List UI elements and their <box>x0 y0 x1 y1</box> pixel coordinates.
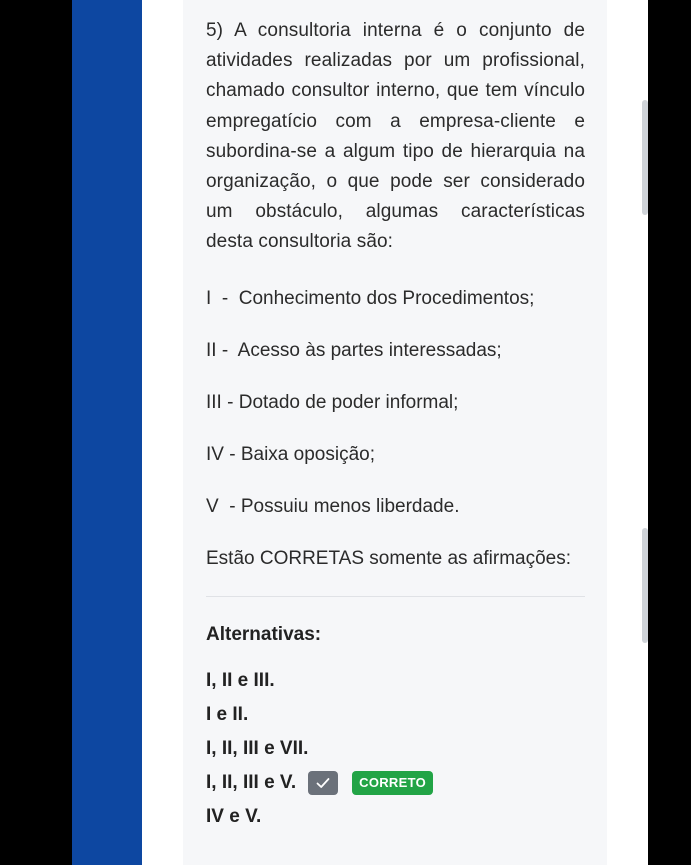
alternative-option[interactable] <box>206 664 585 698</box>
correct-badge: CORRETO <box>352 771 433 795</box>
scrollbar-thumb-upper[interactable] <box>642 100 648 215</box>
question-text: 5) A consultoria interna é o conjunto de atividades realizadas por um profissional, chamado consultor interno, que tem vínculo empregatício com a empresa-cliente e subordina-se a algum tipo de hierarquia na organização, o que pode ser considerado um obstáculo, algumas características desta consultoria são: <box>206 20 585 253</box>
statement-item: V - Possuiu menos liberdade. <box>206 495 460 517</box>
alternative-option[interactable] <box>206 698 585 732</box>
alternative-label: IV e V. <box>206 805 262 827</box>
divider <box>206 596 585 597</box>
alternative-label: I, II, III e VII. <box>206 737 309 759</box>
alternatives-title: Alternativas: <box>206 623 322 645</box>
side-accent-bar <box>72 0 142 865</box>
alternative-label: I, II e III. <box>206 669 275 691</box>
alternative-option-selected[interactable] <box>206 766 585 800</box>
scrollbar-thumb-lower[interactable] <box>642 528 648 643</box>
alternative-label: I, II, III e V. <box>206 771 297 793</box>
statement-item: I - Conhecimento dos Procedimentos; <box>206 287 535 309</box>
question-content <box>206 16 585 834</box>
alternative-option[interactable] <box>206 732 585 766</box>
question-prompt: Estão CORRETAS somente as afirmações: <box>206 547 571 569</box>
alternative-label: I e II. <box>206 703 249 725</box>
statement-item: III - Dotado de poder informal; <box>206 391 459 413</box>
statement-item: II - Acesso às partes interessadas; <box>206 339 502 361</box>
alternative-option[interactable] <box>206 800 585 834</box>
alternatives-list <box>206 664 585 834</box>
statement-item: IV - Baixa oposição; <box>206 443 375 465</box>
check-icon <box>308 771 338 795</box>
statement-list <box>206 285 585 520</box>
